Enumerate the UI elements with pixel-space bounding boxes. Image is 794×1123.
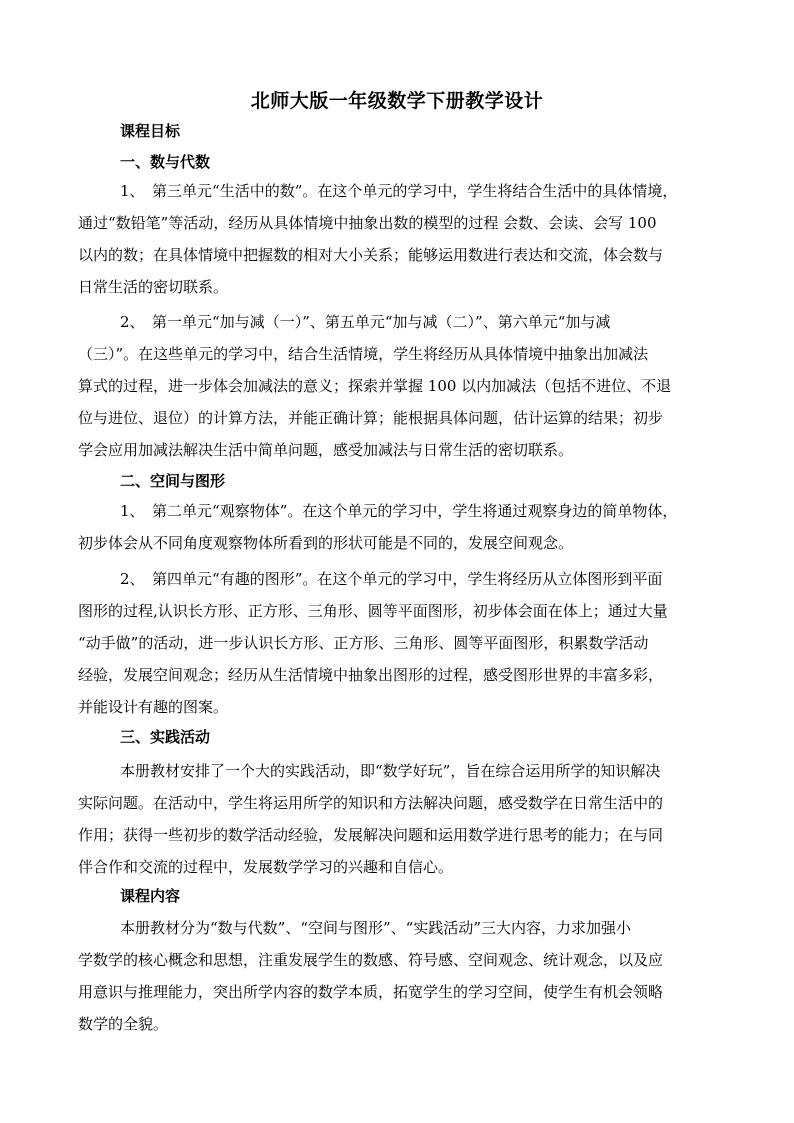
text-line: 本册教材分为“数与代数”、“空间与图形”、“实践活动”三大内容，力求加强小 (120, 919, 632, 937)
text-line: 2、 第一单元“加与减（一）”、第五单元“加与减（二）”、第六单元“加与减 (120, 313, 611, 331)
text-line: 图形的过程,认识长方形、正方形、三角形、圆等平面图形，初步体会面在体上；通过大量 (78, 602, 668, 620)
text-line: 学会应用加减法解决生活中简单问题，感受加减法与日常生活的密切联系。 (78, 441, 574, 459)
text-line: 学数学的核心概念和思想，注重发展学生的数感、符号感、空间观念、统计观念，以及应 (78, 951, 664, 969)
paragraph-space-item-2 (78, 563, 688, 723)
paragraph-number-item-2 (78, 306, 688, 466)
text-line: 1、 第三单元“生活中的数”。在这个单元的学习中，学生将结合生活中的具体情境， (120, 182, 678, 200)
paragraph-number-item-1 (78, 175, 688, 303)
document-title: 北师大版一年级数学下册教学设计 (250, 90, 544, 112)
text-line: 初步体会从不同角度观察物体所看到的形状可能是不同的，发展空间观念。 (78, 534, 574, 552)
subsection-heading-practice: 三、实践活动 (120, 728, 211, 746)
text-line: 位与进位、退位）的计算方法，并能正确计算；能根据具体问题，估计运算的结果；初步 (78, 409, 664, 427)
text-line: 数学的全貌。 (78, 1015, 169, 1033)
text-line: 用意识与推理能力，突出所学内容的数学本质，拓宽学生的学习空间，使学生有机会领略 (78, 983, 664, 1001)
text-line: 经验，发展空间观念；经历从生活情境中抽象出图形的过程，感受图形世界的丰富多彩， (78, 666, 664, 684)
subsection-heading-number-algebra: 一、数与代数 (120, 153, 211, 171)
text-line: 1、 第二单元“观察物体”。在这个单元的学习中，学生将通过观察身边的简单物体， (120, 502, 678, 520)
text-line: 日常生活的密切联系。 (78, 278, 229, 296)
text-line: “动手做”的活动，进一步认识长方形、正方形、三角形、圆等平面图形，积累数学活动 (78, 634, 649, 652)
subsection-heading-space-shapes: 二、空间与图形 (120, 472, 226, 490)
text-line: 作用；获得一些初步的数学活动经验，发展解决问题和运用数学进行思考的能力；在与同 (78, 826, 664, 844)
text-line: 伴合作和交流的过程中，发展数学学习的兴趣和自信心。 (78, 858, 454, 876)
text-line: 以内的数；在具体情境中把握数的相对大小关系；能够运用数进行表达和交流，体会数与 (78, 246, 664, 264)
text-line: 通过“数铅笔”等活动，经历从具体情境中抽象出数的模型的过程 会数、会读、会写 100 (78, 214, 657, 232)
paragraph-content (78, 912, 688, 1040)
text-line: （三）”。在这些单元的学习中，结合生活情境，学生将经历从具体情境中抽象出加减法 (78, 345, 649, 363)
paragraph-practice (78, 755, 688, 883)
text-line: 实际问题。在活动中，学生将运用所学的知识和方法解决问题，感受数学在日常生活中的 (78, 794, 664, 812)
text-line: 并能设计有趣的图案。 (78, 698, 229, 716)
text-line: 本册教材安排了一个大的实践活动，即“数学好玩”，旨在综合运用所学的知识解决 (120, 762, 661, 780)
section-heading-content: 课程内容 (120, 887, 181, 905)
text-line: 2、 第四单元“有趣的图形”。在这个单元的学习中，学生将经历从立体图形到平面 (120, 570, 663, 588)
text-line: 算式的过程，进一步体会加减法的意义；探索并掌握 100 以内加减法（包括不进位、不退 (78, 377, 672, 395)
paragraph-space-item-1 (78, 495, 688, 559)
section-heading-goals: 课程目标 (120, 122, 181, 140)
